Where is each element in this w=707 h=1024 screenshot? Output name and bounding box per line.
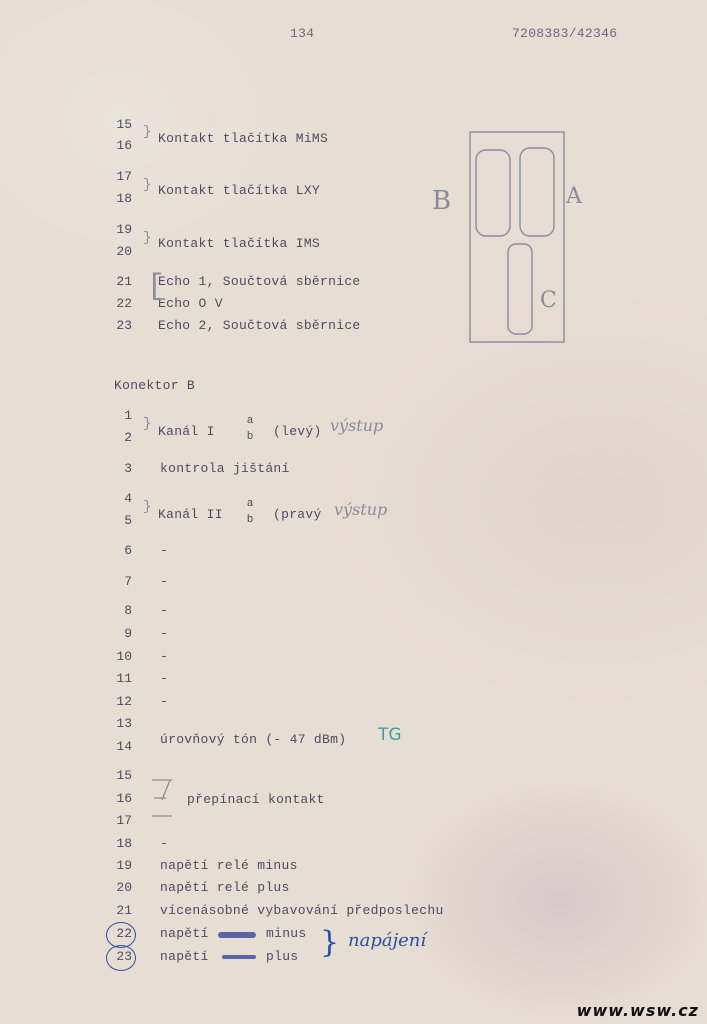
pin-description: Kontakt tlačítka MiMS xyxy=(158,131,329,146)
pin-number: 11 xyxy=(116,671,132,686)
pin-description: napětí relé minus xyxy=(160,858,298,873)
pin-number: 17 xyxy=(116,813,132,828)
pin-number: 21 xyxy=(116,903,132,918)
pin-description: - xyxy=(160,649,169,664)
pin-number: 5 xyxy=(124,513,132,528)
handwritten-note: napájení xyxy=(348,930,427,951)
pin-description: Echo O V xyxy=(158,296,223,311)
pin-description: - xyxy=(160,626,169,641)
pin-number: 13 xyxy=(116,716,132,731)
pin-number: 23 xyxy=(116,949,132,964)
pin-description-tail: (levý) xyxy=(273,424,322,439)
pin-description: - xyxy=(160,694,169,709)
handwritten-brace-icon: } xyxy=(320,925,340,960)
handwritten-note: výstup xyxy=(330,416,384,435)
pin-number: 20 xyxy=(116,880,132,895)
pin-number: 7 xyxy=(124,574,132,589)
pin-description: Kanál II xyxy=(158,507,223,522)
pin-number: 18 xyxy=(116,191,132,206)
pin-number: 4 xyxy=(124,491,132,506)
pin-description: kontrola jištání xyxy=(160,461,290,476)
subscript-a: a xyxy=(246,498,254,510)
pin-description: - xyxy=(160,603,169,618)
pin-description: - xyxy=(160,671,169,686)
pin-number: 20 xyxy=(116,244,132,259)
pin-description: napětí relé plus xyxy=(160,880,290,895)
brace-icon: } xyxy=(143,124,152,140)
handwritten-note: výstup xyxy=(334,500,388,519)
pin-number: 18 xyxy=(116,836,132,851)
brace-icon: } xyxy=(143,230,152,246)
pin-number: 1 xyxy=(124,408,132,423)
brace-icon: } xyxy=(143,499,152,515)
pin-number: 14 xyxy=(116,739,132,754)
watermark: www.wsw.cz xyxy=(576,1001,699,1020)
contact-block-b xyxy=(476,150,510,236)
switch-contact-symbol xyxy=(146,778,186,820)
pin-number: 15 xyxy=(116,117,132,132)
pin-number: 12 xyxy=(116,694,132,709)
pin-number: 16 xyxy=(116,791,132,806)
strikethrough-scribble xyxy=(218,932,256,938)
contact-block-c xyxy=(508,244,532,334)
pin-number: 9 xyxy=(124,626,132,641)
pin-number: 16 xyxy=(116,138,132,153)
pin-description: napětí xyxy=(160,926,209,941)
document-id: 7208383/42346 xyxy=(512,26,618,41)
section-title: Konektor B xyxy=(114,378,196,393)
pin-description: napětí xyxy=(160,949,209,964)
pin-number: 3 xyxy=(124,461,132,476)
pin-number: 10 xyxy=(116,649,132,664)
pin-number: 19 xyxy=(116,222,132,237)
pin-description: Kontakt tlačítka LXY xyxy=(158,183,321,198)
pin-description: - xyxy=(160,543,169,558)
pin-description: přepínací kontakt xyxy=(187,792,325,807)
pin-number: 2 xyxy=(124,430,132,445)
pin-description: - xyxy=(160,574,169,589)
subscript-a: a xyxy=(246,415,254,427)
pin-number: 22 xyxy=(116,926,132,941)
pin-description: Echo 1, Součtová sběrnice xyxy=(158,274,361,289)
pin-number: 8 xyxy=(124,603,132,618)
bracket-icon: [ xyxy=(147,270,166,304)
pin-number: 17 xyxy=(116,169,132,184)
pin-description: Kanál I xyxy=(158,424,215,439)
pin-number: 6 xyxy=(124,543,132,558)
pin-number: 22 xyxy=(116,296,132,311)
pin-number: 23 xyxy=(116,318,132,333)
strikethrough-scribble xyxy=(222,955,256,959)
pin-description-tail: (pravý xyxy=(273,507,322,522)
page-number: 134 xyxy=(290,26,315,41)
pin-number: 15 xyxy=(116,768,132,783)
pin-number: 19 xyxy=(116,858,132,873)
diagram-label-b: B xyxy=(432,186,452,216)
pin-description: Echo 2, Součtová sběrnice xyxy=(158,318,361,333)
contact-block-a xyxy=(520,148,554,236)
pin-description-tail: plus xyxy=(266,949,299,964)
pin-description-tail: minus xyxy=(266,926,307,941)
pin-description: vícenásobné vybavování předposlechu xyxy=(160,903,444,918)
subscript-b: b xyxy=(246,514,254,526)
pin-description: Kontakt tlačítka IMS xyxy=(158,236,321,251)
brace-icon: } xyxy=(143,416,152,432)
pin-description: úrovňový tón (- 47 dBm) xyxy=(160,732,347,747)
pin-description: - xyxy=(160,836,169,851)
subscript-b: b xyxy=(246,431,254,443)
connector-diagram xyxy=(430,128,580,348)
diagram-label-c: C xyxy=(540,288,557,313)
pin-number: 21 xyxy=(116,274,132,289)
diagram-label-a: A xyxy=(566,184,582,209)
handwritten-note: TG xyxy=(378,725,402,745)
brace-icon: } xyxy=(143,177,152,193)
